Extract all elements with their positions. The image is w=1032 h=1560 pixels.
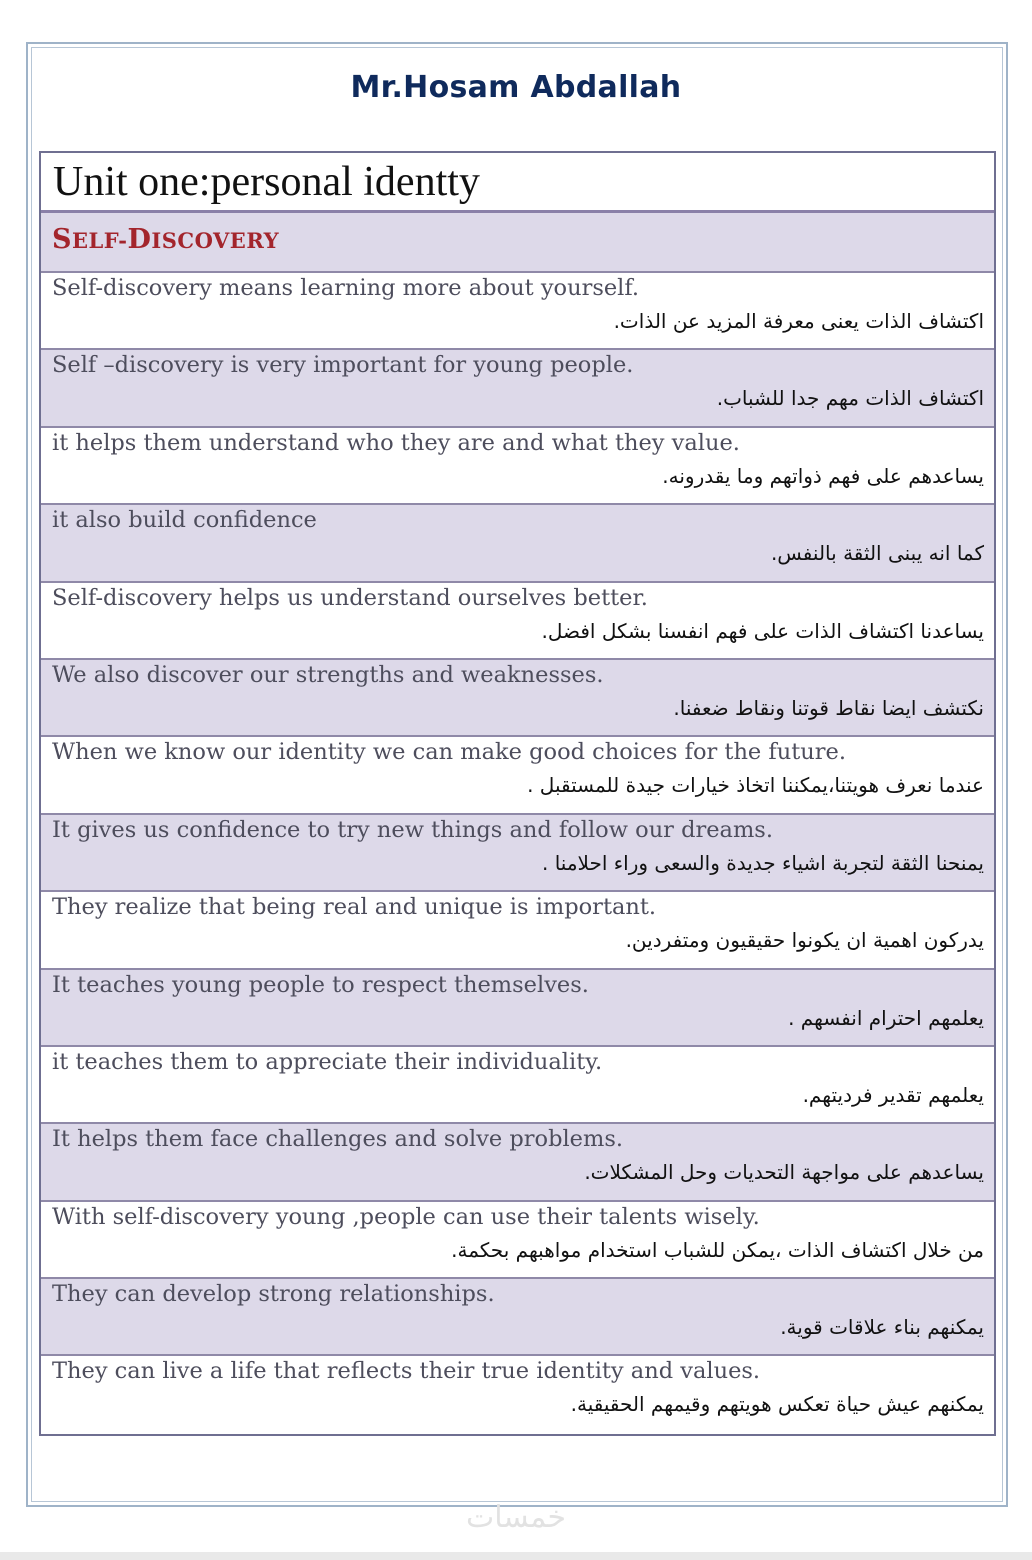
english-sentence: it teaches them to appreciate their individuality. (52, 1048, 603, 1075)
english-sentence: Self-discovery means learning more about yourself. (52, 275, 640, 301)
english-sentence: They realize that being real and unique is important. (52, 894, 657, 921)
table-row (41, 1356, 994, 1433)
english-sentence: It teaches young people to respect themselves. (52, 971, 589, 998)
table-row (41, 505, 994, 582)
arabic-translation: يمكنهم عيش حياة تعكس هويتهم وقيمهم الحقيقية. (570, 1392, 984, 1417)
table-row (41, 273, 994, 350)
table-row (41, 428, 994, 505)
arabic-translation: يعلمهم احترام انفسهم . (788, 1005, 984, 1030)
section-heading (41, 213, 994, 273)
arabic-translation: كما انه يبنى الثقة بالنفس. (770, 541, 984, 566)
table-row (41, 660, 994, 737)
english-sentence: When we know our identity we can make good choices for the future. (52, 739, 846, 766)
table-row (41, 892, 994, 969)
table-row (41, 350, 994, 427)
section-heading-cap-s: S (52, 224, 72, 255)
bottom-bar (0, 1552, 1032, 1560)
arabic-translation: يساعدهم على فهم ذواتهم وما يقدرونه. (662, 463, 984, 488)
table-row (41, 1202, 994, 1279)
english-sentence: Self-discovery helps us understand ourselves better. (52, 584, 648, 611)
arabic-translation: يمكنهم بناء علاقات قوية. (780, 1315, 984, 1340)
watermark-text: خمسات (465, 1500, 567, 1535)
english-sentence: We also discover our strengths and weaknesses. (52, 661, 604, 688)
vocabulary-table (39, 151, 996, 1436)
table-row (41, 1279, 994, 1356)
table-row (41, 1047, 994, 1124)
english-sentence: it also build confidence (52, 507, 317, 534)
table-row (41, 970, 994, 1047)
table-row (41, 815, 994, 892)
unit-title: Unit one:personal identty (41, 153, 994, 213)
arabic-translation: من خلال اكتشاف الذات ،يمكن للشباب استخدام مواهبهم بحكمة. (451, 1237, 984, 1262)
arabic-translation: نكتشف ايضا نقاط قوتنا ونقاط ضعفنا. (673, 695, 984, 720)
english-sentence: it helps them understand who they are and what they value. (52, 429, 740, 456)
arabic-translation: يساعدنا اكتشاف الذات على فهم انفسنا بشكل افضل. (541, 618, 984, 643)
section-heading-cap-d: D (127, 224, 152, 255)
english-sentence: They can develop strong relationships. (52, 1281, 495, 1308)
english-sentence: It helps them face challenges and solve problems. (52, 1126, 624, 1153)
table-row (41, 583, 994, 660)
english-sentence: Self –discovery is very important for young people. (52, 352, 634, 379)
author-heading: Mr.Hosam Abdallah (350, 70, 682, 105)
section-heading-part-1: ELF- (72, 228, 128, 253)
english-sentence: It gives us confidence to try new things and follow our dreams. (52, 816, 774, 843)
arabic-translation: اكتشاف الذات مهم جدا للشباب. (716, 386, 984, 411)
arabic-translation: يساعدهم على مواجهة التحديات وحل المشكلات. (584, 1160, 984, 1185)
section-heading-part-2: ISCOVERY (151, 228, 280, 253)
arabic-translation: يعلمهم تقدير فرديتهم. (802, 1082, 984, 1107)
table-row (41, 737, 994, 814)
english-sentence: They can live a life that reflects their true identity and values. (52, 1358, 761, 1385)
arabic-translation: اكتشاف الذات يعنى معرفة المزيد عن الذات. (613, 309, 984, 333)
arabic-translation: يدركون اهمية ان يكونوا حقيقيون ومتفردين. (625, 928, 984, 953)
english-sentence: With self-discovery young ,people can use their talents wisely. (52, 1203, 760, 1230)
table-row (41, 1124, 994, 1201)
arabic-translation: عندما نعرف هويتنا،يمكننا اتخاذ خيارات جيدة للمستقبل . (527, 773, 984, 798)
arabic-translation: يمنحنا الثقة لتجربة اشياء جديدة والسعى وراء احلامنا . (541, 850, 984, 875)
